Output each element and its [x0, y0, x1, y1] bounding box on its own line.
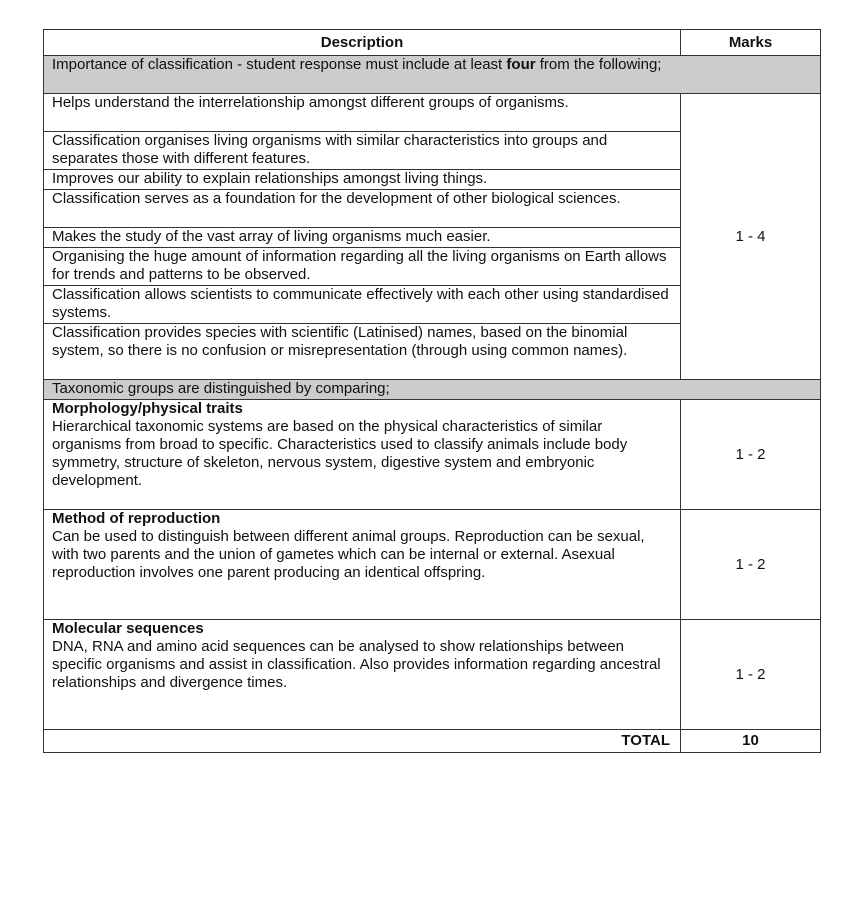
description-cell: Improves our ability to explain relationships amongst living things.	[44, 170, 681, 190]
marks-cell: 1 - 4	[681, 94, 821, 380]
description-cell	[44, 510, 681, 620]
marks-cell: 1 - 2	[681, 620, 821, 730]
heading-text-bold: four	[506, 56, 536, 73]
marking-table	[43, 29, 821, 753]
description-cell: Classification provides species with scientific (Latinised) names, based on the binomial system, so there is no confusion or misrepresentation (through using common names).	[44, 324, 681, 380]
description-cell: Classification allows scientists to communicate effectively with each other using standardised systems.	[44, 286, 681, 324]
description-cell: Classification organises living organisms with similar characteristics into groups and separates those with different features.	[44, 132, 681, 170]
total-row	[44, 730, 821, 753]
item-text: Can be used to distinguish between different animal groups. Reproduction can be sexual, with two parents and the union of gametes which can be internal or external. Asexual reproduction involves one parent producing an identical offspring.	[52, 528, 645, 581]
section-heading-row	[44, 380, 821, 400]
description-cell: Classification serves as a foundation for the development of other biological sciences.	[44, 190, 681, 228]
heading-text-after: from the following;	[535, 56, 662, 73]
table-row	[44, 620, 821, 730]
table-row	[44, 400, 821, 510]
total-value: 10	[681, 730, 821, 753]
marks-cell: 1 - 2	[681, 510, 821, 620]
description-cell: Makes the study of the vast array of living organisms much easier.	[44, 228, 681, 248]
section-heading-taxonomic: Taxonomic groups are distinguished by comparing;	[44, 380, 821, 400]
header-row	[44, 30, 821, 56]
item-text: DNA, RNA and amino acid sequences can be analysed to show relationships between specific organisms and assist in classification. Also provides information regarding ancestral relationships and divergence times.	[52, 638, 661, 691]
section-heading-row	[44, 56, 821, 94]
table-row	[44, 510, 821, 620]
total-label: TOTAL	[44, 730, 681, 753]
description-cell: Organising the huge amount of information regarding all the living organisms on Earth allows for trends and patterns to be observed.	[44, 248, 681, 286]
item-text: Hierarchical taxonomic systems are based on the physical characteristics of similar organisms from broad to specific. Characteristics used to classify animals include body symmetry, structure of skeleton, nervous system, digestive system and embryonic development.	[52, 418, 628, 489]
marks-header: Marks	[681, 30, 821, 56]
item-title: Molecular sequences	[52, 620, 204, 637]
table-row	[44, 94, 821, 132]
item-title: Morphology/physical traits	[52, 400, 243, 417]
description-cell: Helps understand the interrelationship amongst different groups of organisms.	[44, 94, 681, 132]
description-cell	[44, 620, 681, 730]
description-header: Description	[44, 30, 681, 56]
marks-cell: 1 - 2	[681, 400, 821, 510]
item-title: Method of reproduction	[52, 510, 221, 527]
section-heading-classification	[44, 56, 821, 94]
description-cell	[44, 400, 681, 510]
heading-text-before: Importance of classification - student response must include at least	[52, 56, 507, 73]
